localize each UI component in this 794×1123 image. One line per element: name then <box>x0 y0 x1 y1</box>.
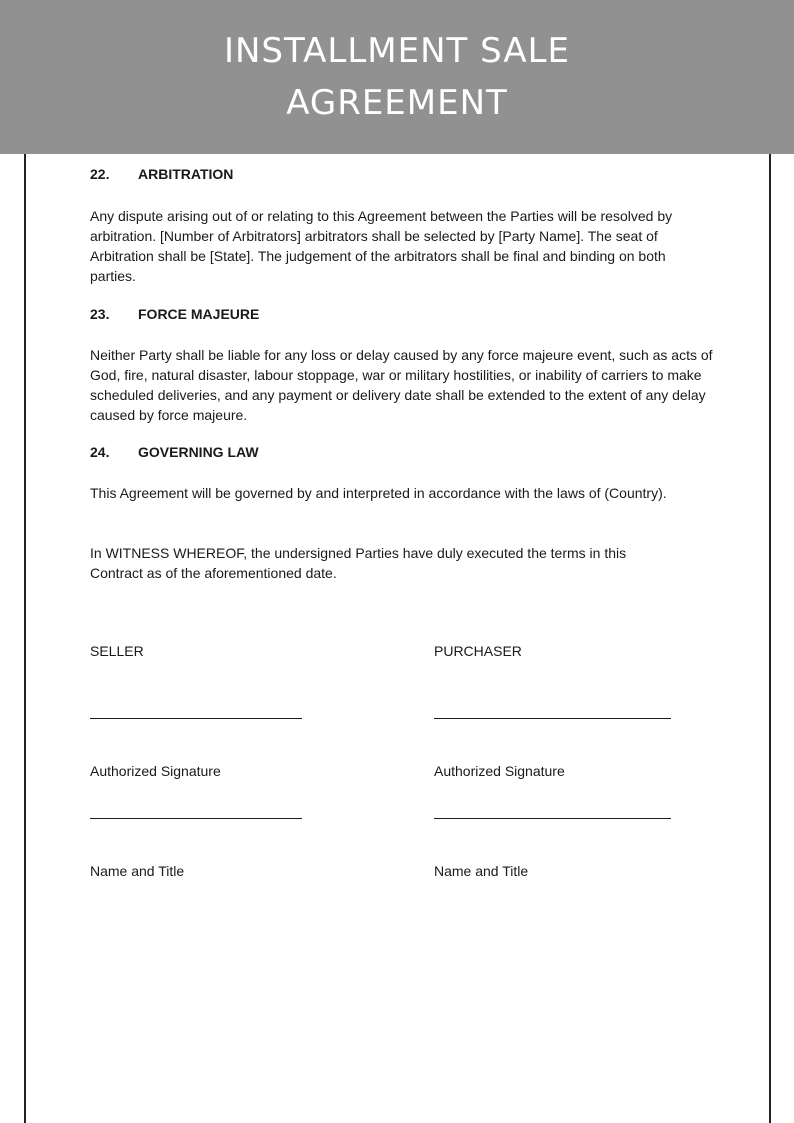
section-body-governing-law: This Agreement will be governed by and interpreted in accordance with the laws of (Country). <box>90 485 667 501</box>
page-border-right <box>769 150 771 1123</box>
purchaser-label: PURCHASER <box>434 643 522 659</box>
seller-name-label: Name and Title <box>90 863 185 879</box>
section-body-arbitration: Any dispute arising out of or relating to this Agreement between the Parties will be resolved by arbitration. [Number of Arbitrators] arbitrators shall be selected by [Party Name]. The seat of Arbitration shall be [State]. The judgement of the arbitrators shall be final and binding on both parties. <box>90 208 673 284</box>
witness-clause: In WITNESS WHEREOF, the undersigned Parties have duly executed the terms in this Contract as of the aforementioned date. <box>90 545 627 581</box>
purchaser-signature-label: Authorized Signature <box>434 763 565 779</box>
page-border-left <box>24 150 26 1123</box>
section-title: ARBITRATION <box>138 166 234 182</box>
section-number: 24. <box>90 444 110 460</box>
section-body-force-majeure: Neither Party shall be liable for any loss or delay caused by any force majeure event, such as acts of God, fire, natural disaster, labour stoppage, war or military hostilities, or inability of carriers to make scheduled deliveries, and any payment or delivery date shall be extended to the extent of any delay caused by force majeure. <box>90 347 713 423</box>
section-heading-arbitration <box>90 166 233 182</box>
seller-name-line[interactable] <box>90 818 302 819</box>
section-title: GOVERNING LAW <box>138 444 259 460</box>
banner-title-line2: AGREEMENT <box>286 83 508 123</box>
purchaser-name-label: Name and Title <box>434 863 529 879</box>
purchaser-signature-line[interactable] <box>434 718 671 719</box>
section-number: 22. <box>90 166 110 182</box>
section-heading-governing-law <box>90 444 259 460</box>
section-number: 23. <box>90 306 110 322</box>
banner-title-line1: INSTALLMENT SALE <box>223 31 571 71</box>
section-title: FORCE MAJEURE <box>138 306 260 322</box>
purchaser-name-line[interactable] <box>434 818 671 819</box>
seller-label: SELLER <box>90 643 144 659</box>
section-heading-force-majeure <box>90 306 259 322</box>
seller-signature-label: Authorized Signature <box>90 763 221 779</box>
seller-signature-line[interactable] <box>90 718 302 719</box>
title-banner <box>0 0 794 154</box>
